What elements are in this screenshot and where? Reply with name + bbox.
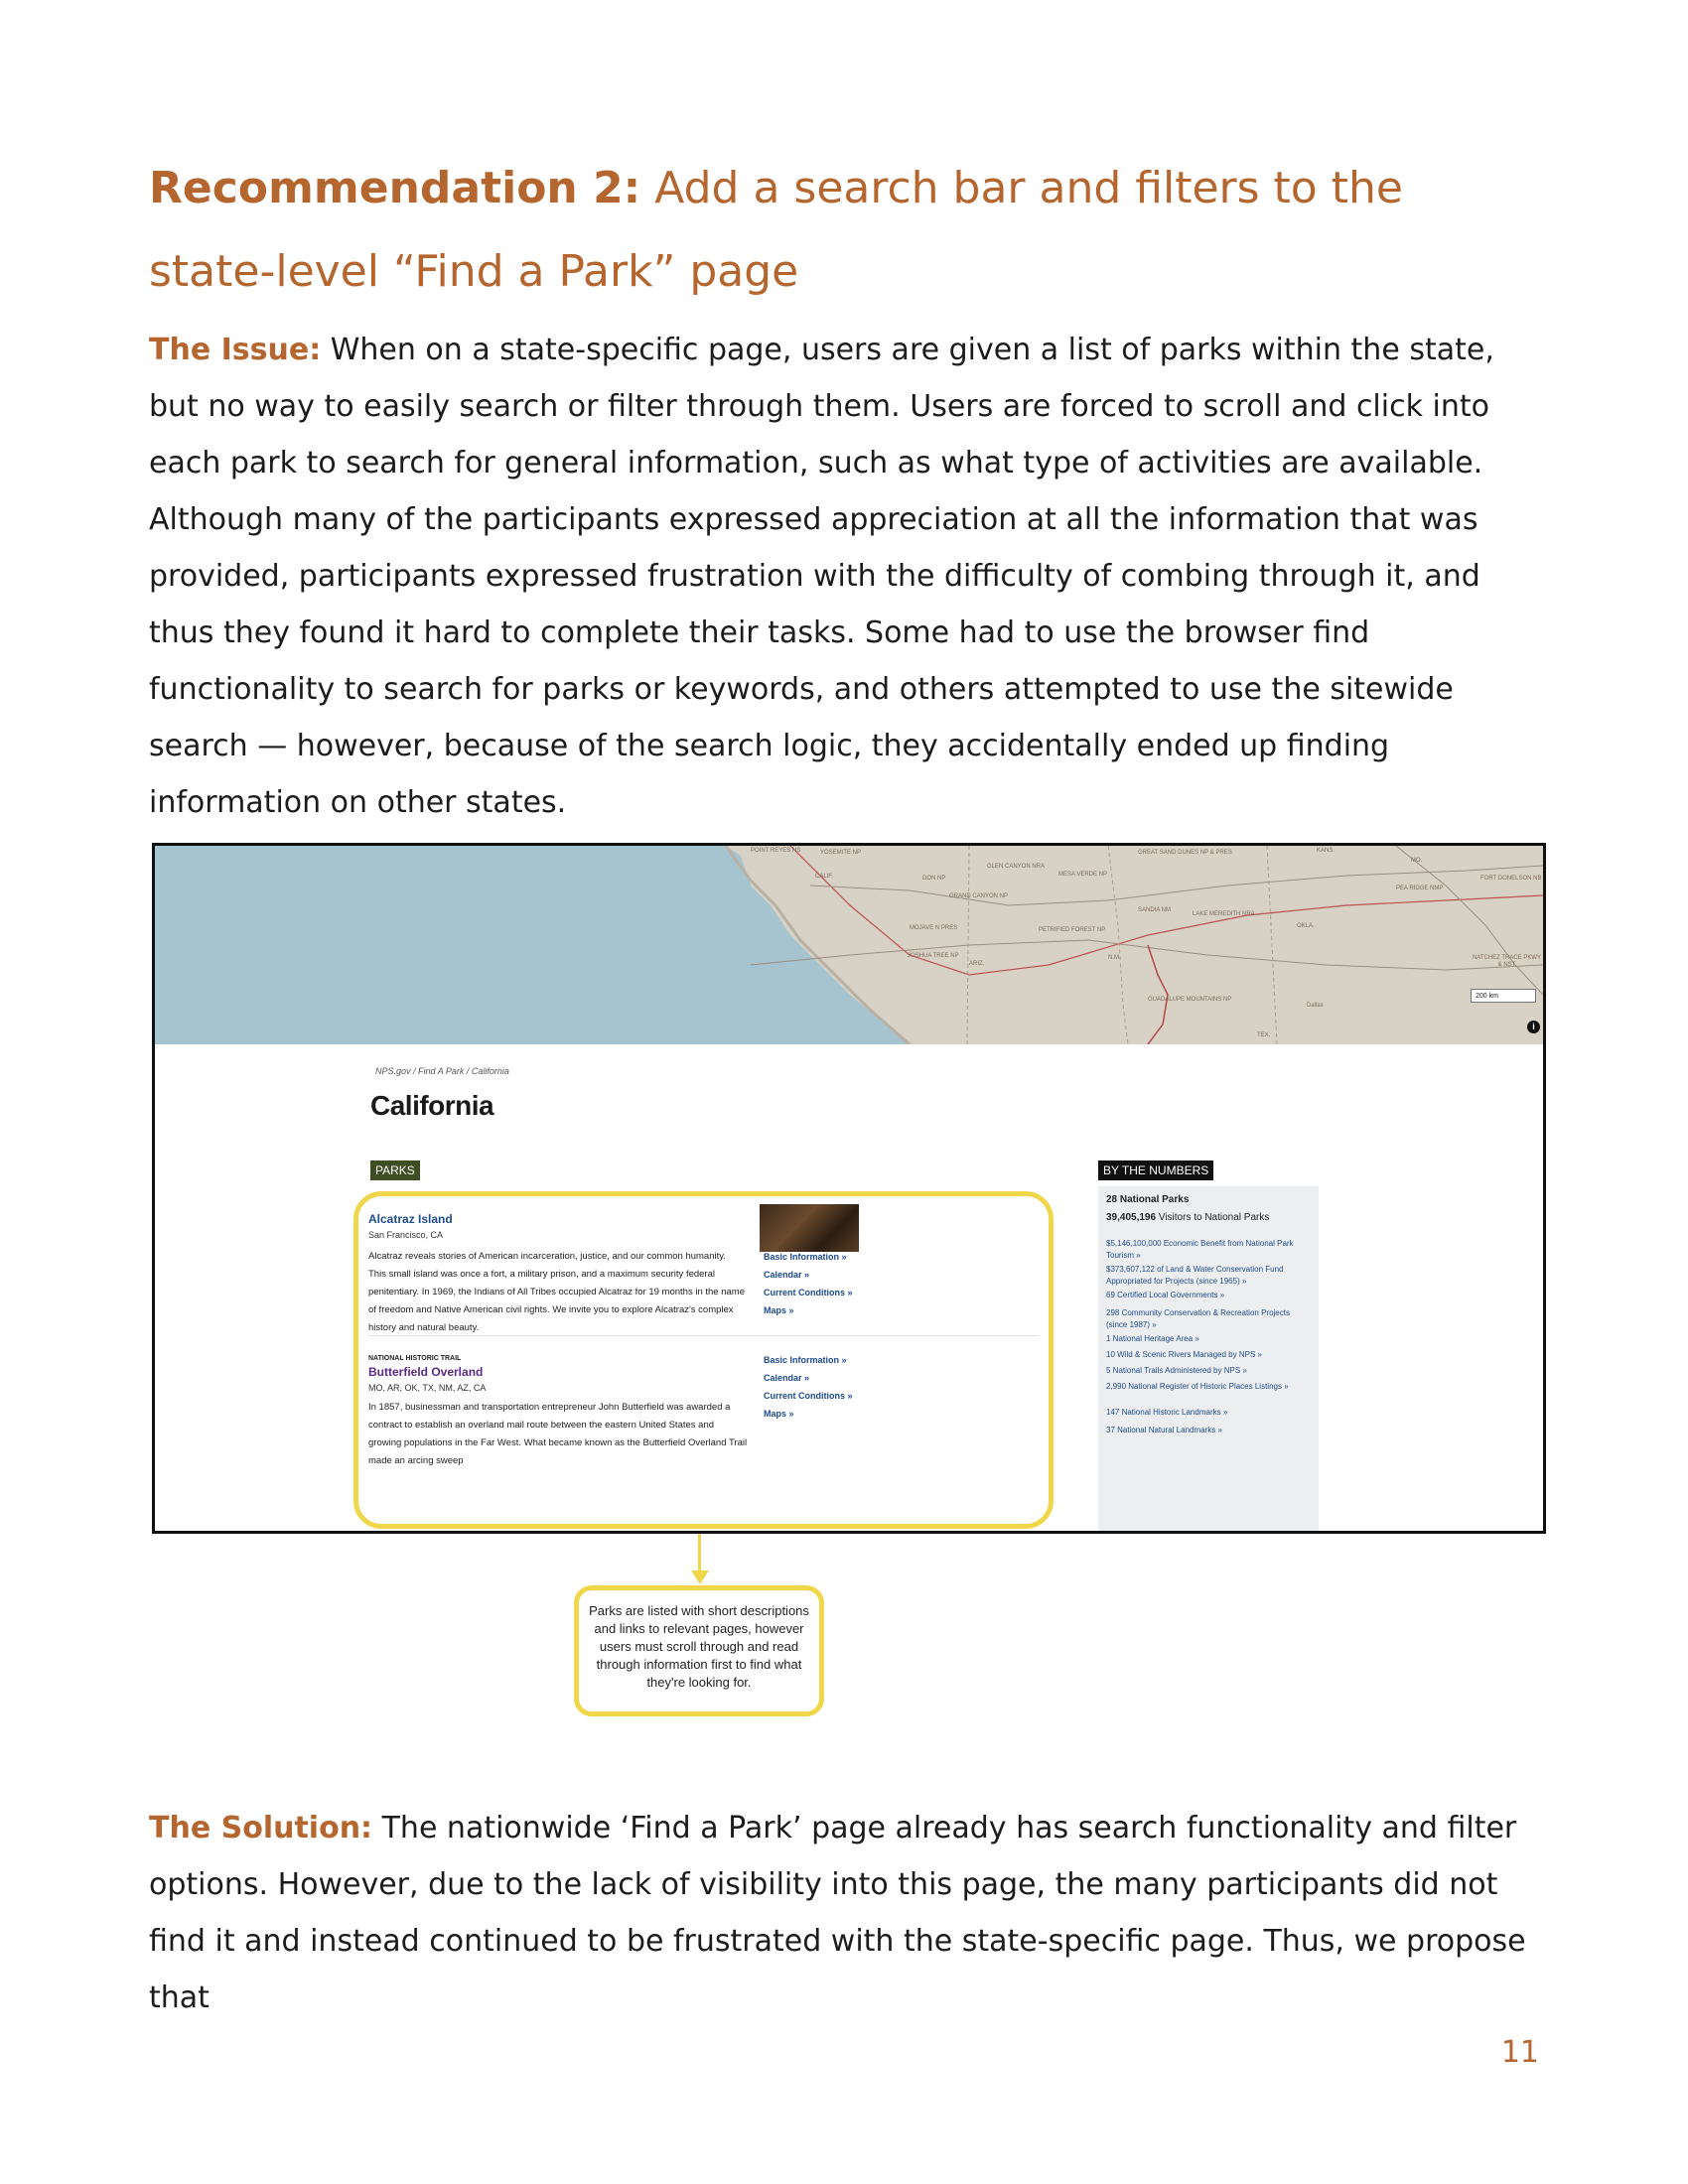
stat-link[interactable]: $373,607,122 of Land & Water Conservation Fund Appropriated for Projects (since 1965) » xyxy=(1106,1265,1284,1286)
california-page-screenshot xyxy=(152,843,1546,1534)
current-conditions-link[interactable]: Current Conditions » xyxy=(764,1391,853,1401)
heading-rest: Add a search bar and filters to the state-level “Find a Park” page xyxy=(149,163,1403,297)
park-name-link[interactable]: Butterfield Overland xyxy=(368,1365,484,1379)
visitors-text: Visitors to National Parks xyxy=(1156,1212,1270,1223)
divider xyxy=(368,1335,1039,1336)
stat-link[interactable]: 1 National Heritage Area » xyxy=(1106,1334,1199,1343)
park-links xyxy=(764,1248,853,1319)
solution-paragraph xyxy=(149,1800,1539,2026)
visitors-count xyxy=(1106,1212,1310,1224)
park-thumbnail[interactable] xyxy=(760,1204,859,1252)
map-label: LAKE MEREDITH NRA xyxy=(1193,911,1255,917)
map-label: TEX. xyxy=(1257,1032,1271,1038)
stat-link[interactable]: 10 Wild & Scenic Rivers Managed by NPS » xyxy=(1106,1350,1262,1359)
map-label: GRAND CANYON NP xyxy=(949,893,1009,899)
map-label: ARIZ. xyxy=(969,961,985,967)
recommendation-heading xyxy=(149,147,1539,314)
issue-label: The Issue: xyxy=(149,333,322,367)
map-label: GREAT SAND DUNES NP & PRES xyxy=(1138,850,1232,856)
basic-information-link[interactable]: Basic Information » xyxy=(764,1355,847,1365)
park-map xyxy=(155,846,1543,1044)
map-label: PEA RIDGE NMP xyxy=(1396,886,1444,891)
stat-link[interactable]: 37 National Natural Landmarks » xyxy=(1106,1426,1222,1434)
stat-link[interactable]: $5,146,100,000 Economic Benefit from National Park Tourism » xyxy=(1106,1239,1294,1260)
map-label: PETRIFIED FOREST NP xyxy=(1039,927,1106,933)
map-label: OKLA. xyxy=(1297,923,1315,929)
park-location: MO, AR, OK, TX, NM, AZ, CA xyxy=(368,1383,487,1393)
map-label: POINT REYES NS xyxy=(751,848,801,854)
park-description: In 1857, businessman and transportation entrepreneur John Butterfield was awarded a contract to establish an overland mail route between the eastern United States and growing populations in the Far West. What became known as the Butterfield Overland Trail made an arcing sweep xyxy=(368,1402,748,1466)
map-label: MESA VERDE NP xyxy=(1058,872,1108,878)
visitors-number: 39,405,196 xyxy=(1106,1212,1157,1223)
map-label: KANS. xyxy=(1317,848,1336,854)
park-description: Alcatraz reveals stories of American incarceration, justice, and our common humanity. This small island was once a fort, a military prison, and a maximum security federal penitentiary. In 1969, the Indians of All Tribes occupied Alcatraz for 19 months in the name of freedom and Native American civil rights. We invite you to explore Alcatraz's complex history and natural beauty. xyxy=(368,1251,745,1333)
map-scale: 200 km xyxy=(1471,989,1536,1003)
stat-link[interactable]: 298 Community Conservation & Recreation Projects (since 1987) » xyxy=(1106,1308,1290,1329)
maps-link[interactable]: Maps » xyxy=(764,1305,794,1315)
map-label: MOJAVE N PRES xyxy=(910,925,958,931)
park-list-highlight xyxy=(353,1191,1054,1529)
map-label: NATCHEZ TRACE PKWY & NST xyxy=(1472,955,1542,968)
page-title: California xyxy=(370,1090,494,1121)
map-label: CALIF. xyxy=(815,874,834,880)
stat-link[interactable]: 2,990 National Register of Historic Places Listings » xyxy=(1106,1382,1289,1391)
park-name-link[interactable]: Alcatraz Island xyxy=(368,1212,453,1226)
callout-arrow-line xyxy=(698,1534,701,1573)
calendar-link[interactable]: Calendar » xyxy=(764,1270,810,1280)
callout-arrow-head-icon xyxy=(691,1570,709,1584)
info-icon[interactable]: i xyxy=(1527,1021,1540,1033)
parks-section-label: PARKS xyxy=(370,1160,420,1180)
map-label: YOSEMITE NP xyxy=(820,850,862,856)
issue-paragraph xyxy=(149,322,1539,831)
map-label: FORT DONELSON NB xyxy=(1480,876,1542,882)
solution-label: The Solution: xyxy=(149,1811,373,1845)
basic-information-link[interactable]: Basic Information » xyxy=(764,1252,847,1262)
callout-note: Parks are listed with short descriptions and links to relevant pages, however users must scroll through and read through information first to find what they're looking for. xyxy=(574,1585,824,1716)
stat-link[interactable]: 69 Certified Local Governments » xyxy=(1106,1291,1225,1299)
national-parks-text: 28 National Parks xyxy=(1106,1194,1190,1205)
park-links xyxy=(764,1351,853,1423)
maps-link[interactable]: Maps » xyxy=(764,1409,794,1419)
park-location: San Francisco, CA xyxy=(368,1230,444,1240)
solution-text: The nationwide ‘Find a Park’ page already has search functionality and filter options. However, due to the lack of visibility into this page, the many participants did not find it and instead continued to be frustrated with the state-specific page. Thus, we propose that xyxy=(149,1811,1526,2015)
by-the-numbers-label: BY THE NUMBERS xyxy=(1098,1160,1213,1180)
by-the-numbers-panel xyxy=(1098,1186,1319,1534)
map-label: GLEN CANYON NRA xyxy=(987,864,1046,870)
stat-link[interactable]: 147 National Historic Landmarks » xyxy=(1106,1408,1228,1417)
map-label: GUADALUPE MOUNTAINS NP xyxy=(1148,997,1232,1003)
national-parks-count[interactable] xyxy=(1106,1194,1310,1206)
map-label: N.M. xyxy=(1108,955,1121,961)
map-label: JOSHUA TREE NP xyxy=(908,953,959,959)
map-label: SANDIA NM xyxy=(1138,907,1172,913)
map-graphic xyxy=(155,846,1543,1044)
park-type: NATIONAL HISTORIC TRAIL xyxy=(368,1355,462,1362)
calendar-link[interactable]: Calendar » xyxy=(764,1373,810,1383)
page-number: 11 xyxy=(1500,2035,1539,2070)
issue-text: When on a state-specific page, users are given a list of parks within the state, but no way to easily search or filter through them. Users are forced to scroll and click into each park to search for general information, such as what type of activities are available. Although many of the participants expressed appreciation at all the information that was provided, participants expressed frustration with the difficulty of combing through it, and thus they found it hard to complete their tasks. Some had to use the browser find functionality to search for parks or keywords, and others attempted to use the sitewide search — however, because of the search logic, they accidentally ended up finding information on other states. xyxy=(149,333,1494,820)
breadcrumb[interactable]: NPS.gov / Find A Park / California xyxy=(375,1066,509,1076)
heading-bold: Recommendation 2: xyxy=(149,163,641,213)
map-label: MO. xyxy=(1411,858,1423,864)
map-label: Dallas xyxy=(1307,1003,1324,1009)
current-conditions-link[interactable]: Current Conditions » xyxy=(764,1288,853,1297)
map-label: DON NP xyxy=(922,876,946,882)
stat-link[interactable]: 5 National Trails Administered by NPS » xyxy=(1106,1366,1247,1375)
